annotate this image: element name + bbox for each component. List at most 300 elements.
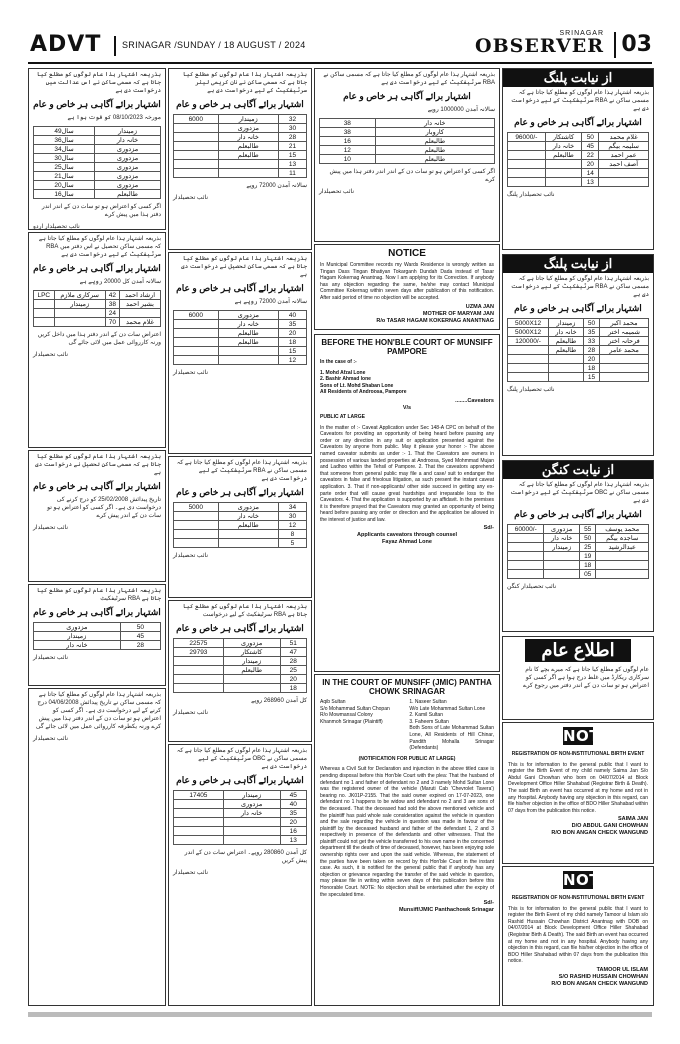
- notice-body: This is for information to the general public that I want to register the Birth Event of my child namely Tamoor ul Islam s/o Rashid Hussain Chowhan District Anantnag with DOB on 04/07/2014 at Block Development Office Hiller Shahabad (Registrar Birth & Death). The said Birth an event has occurred at my home and not in any hospital. Anybody having any objection in this regard, can file his/her objection in the office of BDO Hiller Shahabad within 07 days from the publication this notice.: [508, 905, 648, 965]
- table-cell: خانہ دار: [218, 320, 278, 329]
- table-row: [174, 320, 307, 329]
- notice-sign: S/O RASHID HUSSAIN CHOWHAN: [558, 973, 648, 980]
- plaintiff: Aqib Sultan S/o Mohammad Sultan Chopan R/o Mowmansal Colony Khanmoh Srinagar (Plaintiff): [320, 699, 390, 725]
- ad-banner: از نیابت پلنگ: [503, 255, 653, 273]
- table-cell: [600, 364, 649, 373]
- table-cell: 25: [579, 543, 595, 552]
- table-cell: 20: [278, 329, 306, 338]
- table-cell: 28: [278, 133, 306, 142]
- ad-sign: نائب تحصیلدار: [173, 870, 208, 876]
- table-row: [508, 133, 649, 142]
- table-cell: [218, 347, 278, 356]
- table-cell: [544, 552, 579, 561]
- heirs-table: [33, 126, 161, 199]
- table-cell: 22: [582, 151, 599, 160]
- table-cell: مزدوری: [544, 525, 579, 534]
- table-cell: طالبعلم: [218, 151, 278, 160]
- table-row: [320, 137, 495, 146]
- table-cell: [54, 309, 105, 318]
- brand-city: SRINAGAR: [559, 30, 604, 37]
- heirs-table: [507, 132, 649, 187]
- role: PUBLIC AT LARGE: [320, 413, 365, 420]
- table-cell: [174, 512, 219, 521]
- notice-sign: UZMA JAN: [465, 303, 494, 310]
- table-cell: [119, 309, 160, 318]
- table-row: [174, 791, 307, 800]
- court-sign: Sd/-: [483, 900, 494, 907]
- table-cell: 36سال: [34, 136, 95, 145]
- table-cell: 60000/-: [508, 525, 544, 534]
- table-cell: بشیر احمد: [119, 300, 160, 309]
- table-row: [34, 127, 161, 136]
- table-cell: 38: [105, 300, 119, 309]
- table-cell: [508, 151, 546, 160]
- table-cell: [34, 318, 55, 327]
- table-cell: 51: [280, 639, 306, 648]
- table-row: [174, 347, 307, 356]
- table-row: [174, 356, 307, 365]
- table-row: [174, 115, 307, 124]
- table-cell: [508, 355, 549, 364]
- table-row: [34, 172, 161, 181]
- ad-amount: 20000: [104, 279, 121, 285]
- table-cell: عمر احمد: [599, 151, 649, 160]
- table-cell: 22575: [174, 639, 224, 648]
- table-cell: 16سال: [34, 190, 95, 199]
- table-cell: 28: [120, 641, 160, 650]
- table-cell: کاشتکار: [545, 133, 582, 142]
- ad-amount: 268960: [263, 698, 284, 704]
- table-cell: [174, 827, 224, 836]
- table-cell: [508, 534, 544, 543]
- table-cell: 10: [320, 155, 376, 164]
- table-cell: 18: [583, 364, 599, 373]
- table-row: [174, 675, 307, 684]
- table-cell: [174, 539, 219, 548]
- heirs-table: [507, 318, 649, 382]
- table-row: [508, 337, 649, 346]
- heirs-table: [33, 622, 161, 650]
- table-cell: 120000/-: [508, 337, 549, 346]
- ad-text: عام لوگوں کو مطلع کیا جاتا ہے کہ میرے بچے کا نام سرکاری ریکارڈ میں غلط درج ہوا ہے اگر کسی کو اعتراض ہو تو سات دن کے اندر دفتر میں رجوع کرے: [523, 667, 649, 689]
- table-cell: [34, 309, 55, 318]
- table-row: [508, 552, 649, 561]
- table-cell: 96000/-: [508, 133, 546, 142]
- ad-text: بذریعہ اشتہار ہذا عام لوگوں کو مطلع کیا جاتا ہے کہ مسمی ساکن نے نان کریمی لیئر سرٹیفکیٹ کے لیے درخواست دی ہے: [182, 72, 307, 94]
- table-cell: [174, 347, 219, 356]
- table-row: [174, 133, 307, 142]
- table-cell: 20: [583, 355, 599, 364]
- table-row: [508, 525, 649, 534]
- ad-sign: نائب تحصیلدار: [319, 189, 354, 195]
- table-row: [34, 190, 161, 199]
- table-cell: 5000X12: [508, 319, 549, 328]
- notice-sign: R/O BON ANGAN CHECK WANGUND: [551, 830, 648, 837]
- table-cell: [174, 320, 219, 329]
- notice-body: This is for information to the general public that I want to register the Birth Event of my child namely Saima Jan S/o Abdul Gani Chowhan who born on 04/07/2014 at Block Development Office Hiller Shahabad (Registrar Birth & Death). The said Birth an event has occurred at my home and not in any Hospital. Anybody having any objection in this regard, can file his/her objection in the office of BDO Hiller Shahabad within 07 days from the publication this notice.: [508, 761, 648, 814]
- table-cell: غلام محمد: [599, 133, 649, 142]
- ad-text: سالانہ آمدن 72000 روپے: [246, 183, 307, 189]
- table-cell: [54, 318, 105, 327]
- parties: [315, 697, 499, 754]
- heirs-table: [173, 790, 307, 845]
- table-cell: طالبعلم: [223, 666, 280, 675]
- table-cell: [508, 552, 544, 561]
- table-row: [174, 666, 307, 675]
- table-row: [320, 146, 495, 155]
- ad-amount: 72000: [259, 299, 276, 305]
- urdu-ad-c1-2: [28, 232, 166, 448]
- table-cell: 5000: [174, 503, 219, 512]
- table-cell: 42: [105, 291, 119, 300]
- notice-sign: MOTHER OF MARYAM JAN: [422, 310, 494, 317]
- ad-title: اشتہار برائے آگاہی ہر خاص و عام: [176, 283, 304, 293]
- urdu-ad-c2-3: [168, 456, 312, 598]
- table-cell: [508, 570, 544, 579]
- ad-text: تاریخ پیدائش 25/02/2008 کو درج کرنے کی درخواست دی ہے۔ اگر کسی کو اعتراض ہو تو سات دن کے اندر پیش کرے: [47, 497, 161, 519]
- table-cell: [544, 570, 579, 579]
- ad-sign: نائب تحصیلدار: [33, 736, 68, 742]
- table-row: [34, 623, 161, 632]
- table-cell: طالبعلم: [549, 346, 584, 355]
- table-cell: خانہ دار: [545, 142, 582, 151]
- table-cell: [508, 169, 546, 178]
- ad-text: اگر کسی کو اعتراض ہو تو سات دن کے اندر اندر دفتر ہذا میں پیش کرے: [41, 204, 161, 218]
- table-cell: 16: [320, 137, 376, 146]
- table-cell: [596, 552, 649, 561]
- table-cell: [549, 355, 584, 364]
- table-cell: 11: [278, 169, 306, 178]
- table-cell: غلام محمد: [119, 318, 160, 327]
- table-cell: [174, 160, 219, 169]
- urdu-ad-c1-5: [28, 688, 166, 1006]
- table-cell: کاشتکار: [223, 648, 280, 657]
- table-cell: [596, 561, 649, 570]
- table-cell: مزدوری: [218, 311, 278, 320]
- table-row: [174, 657, 307, 666]
- notice-title: NOTICE: [563, 727, 629, 745]
- table-cell: 45: [280, 791, 306, 800]
- heirs-table: [319, 118, 495, 164]
- table-cell: [218, 160, 278, 169]
- ad-banner: از نیابت کنگن: [503, 461, 653, 479]
- table-cell: [174, 356, 219, 365]
- header-divider: [114, 36, 116, 56]
- table-cell: طالبعلم: [218, 521, 278, 530]
- table-cell: [508, 142, 546, 151]
- table-row: [508, 561, 649, 570]
- table-cell: 20: [280, 818, 306, 827]
- table-cell: محمد اکبر: [600, 319, 649, 328]
- defendants: 1. Naseer Sultan W/o Late Mohammad Sultan Lone 2. Kamil Sultan 3. Faheem Sultan Both Sons of Late Mohammad Sultan Lone, All Residents of Hill Chinar, Pandith Mohalla Srinagar (Defendants): [409, 699, 494, 752]
- heirs-table: [173, 502, 307, 548]
- table-cell: 32: [278, 115, 306, 124]
- court-sign: Fayaz Ahmad Lone: [382, 539, 432, 546]
- urdu-ad-c2-5: [168, 744, 312, 1006]
- table-cell: [223, 827, 280, 836]
- table-cell: زمیندار: [223, 791, 280, 800]
- notice-birth-2: [502, 866, 654, 1006]
- table-cell: [508, 373, 549, 382]
- section-label: ADVT: [30, 32, 102, 57]
- table-row: [34, 309, 161, 318]
- table-row: [174, 512, 307, 521]
- table-cell: زمیندار: [95, 127, 161, 136]
- ad-title: اشتہار برائے آگاہی ہر خاص و عام: [514, 303, 642, 313]
- table-cell: 70: [105, 318, 119, 327]
- court-pantha-chowk: [314, 674, 500, 1006]
- table-cell: 13: [582, 178, 599, 187]
- table-cell: طالبعلم: [218, 338, 278, 347]
- ad-sign: نائب تحصیلدار: [33, 655, 68, 661]
- table-cell: [174, 521, 219, 530]
- table-cell: 19: [579, 552, 595, 561]
- table-cell: 40: [280, 800, 306, 809]
- table-cell: خانہ دار: [223, 809, 280, 818]
- table-cell: 45: [120, 632, 160, 641]
- table-cell: زمیندار: [223, 657, 280, 666]
- table-row: [508, 373, 649, 382]
- footer-stripe: [28, 1012, 652, 1017]
- ad-text: سالانہ آمدن 1000000 روپے: [427, 107, 495, 113]
- table-cell: [508, 543, 544, 552]
- table-row: [174, 639, 307, 648]
- heirs-table: [173, 310, 307, 365]
- table-row: [320, 119, 495, 128]
- ad-text: بذریعہ اشتہار ہذا عام لوگوں کو مطلع کیا جاتا ہے کہ مسمی ساکن نے OBC سرٹیفکیٹ کے لیے درخواست دی ہے: [176, 748, 307, 770]
- table-cell: سلیمہ بیگم: [599, 142, 649, 151]
- table-cell: 25: [280, 666, 306, 675]
- ad-text: بذریعہ اشتہار ہذا عام لوگوں کو مطلع کیا جاتا ہے کہ مسمی ساکن نے اس عدالت میں درخواست دی ہے: [36, 72, 161, 94]
- ad-text: بذریعہ اشتہار ہذا عام لوگوں کو مطلع کیا جاتا ہے کہ مسمی ساکن تحصیل نے اس دفتر میں RBA سرٹیفکیٹ کے لیے درخواست دی ہے: [38, 236, 161, 258]
- table-row: [34, 291, 161, 300]
- dateline: SRINAGAR /SUNDAY / 18 AUGUST / 2024: [122, 40, 306, 50]
- table-cell: خانہ دار: [95, 136, 161, 145]
- table-row: [174, 151, 307, 160]
- court-sign: Applicants caveators through counsel: [357, 532, 457, 539]
- table-cell: 34سال: [34, 145, 95, 154]
- ad-text: بذریعہ اشتہار ہذا عام لوگوں کو مطلع کیا جاتا ہے کہ مسمی ساکن نے RBA سرٹیفکیٹ کے لیے درخواست دی ہے: [511, 276, 649, 298]
- ad-sign: نائب تحصیلدار: [33, 525, 68, 531]
- table-cell: 16: [280, 827, 306, 836]
- table-cell: 40: [278, 311, 306, 320]
- table-row: [174, 836, 307, 845]
- court-body: In the matter of :- Caveat Application under Sec 148-A CPC on behalf of the Caveators for providing an opportunity of being heard before passing any order or any direction in any suit or application presented against the Caveators by anyone from public. May it please your honor :- The above named caveator submits as under :- 1. That the Caveators are owners in possession of various landed properties at Androosa, Syed Mohmmad Mujan and Ladhoo within the Tehsil of Pampore. 2. That the caveators apprehend that someone from general public may file a and case/ suit to endanger the caveators in false and frivolous litigation, as such present the instant caveat application. 3. That if non-applicants/ other side succeed in getting any ex-parte order that will cause great hardships and irreparable loss to the Caveators. 4. That the application is supported by an affidavit. In the premises it is therefore prayed that the Caveators may granted an opportunity of being heard before passing any order or direction and the application be allowed in the interest of justice and law.: [320, 424, 494, 523]
- table-cell: 12: [278, 356, 306, 365]
- ad-title: اشتہار برائے آگاہی ہر خاص و عام: [176, 623, 304, 633]
- ad-text: بذریعہ اشتہار ہذا عام لوگوں کو مطلع کیا جاتا ہے کہ مسمی ساکن نے تاریخ پیدائش 04/06/2008 درج کرنے کے لیے درخواست دی ہے۔ اگر کسی کو اعتراض ہو تو سات دن کے اندر دفتر ہذا میں پیش کرے ورنہ یکطرفہ کارروائی عمل میں لائی جائے گی: [35, 692, 161, 730]
- table-row: [508, 570, 649, 579]
- table-cell: 28: [583, 346, 599, 355]
- table-cell: [174, 657, 224, 666]
- table-cell: مزدوری: [34, 623, 121, 632]
- table-cell: 50: [120, 623, 160, 632]
- table-cell: مزدوری: [218, 503, 278, 512]
- ad-text: بذریعہ اشتہار ہذا عام لوگوں کو مطلع کیا جاتا ہے RBA سرٹیفکیٹ کے لیے درخواست: [182, 604, 307, 618]
- ad-text: بذریعہ اشتہار ہذا عام لوگوں کو مطلع کیا جاتا ہے کہ مسمی ساکن نے RBA سرٹیفکیٹ کے لیے درخواست دی ہے: [511, 90, 649, 112]
- urdu-ad-c1-3: [28, 450, 166, 582]
- table-cell: 21: [278, 142, 306, 151]
- table-cell: خانہ دار: [34, 641, 121, 650]
- table-row: [508, 178, 649, 187]
- table-cell: طالبعلم: [545, 151, 582, 160]
- kangan-ad: [502, 460, 654, 632]
- ad-text: کل آمدن 280860 روپے۔ اعتراض سات دن کے اندر پیش کریں: [184, 850, 307, 864]
- table-cell: [174, 151, 219, 160]
- table-cell: 15: [278, 151, 306, 160]
- table-cell: [174, 169, 219, 178]
- versus: V/s: [402, 404, 412, 411]
- ad-date: 04/06/2008: [48, 700, 79, 706]
- table-cell: [223, 836, 280, 845]
- table-row: [508, 346, 649, 355]
- table-cell: [599, 169, 649, 178]
- table-cell: [508, 561, 544, 570]
- table-row: [34, 163, 161, 172]
- table-cell: [218, 356, 278, 365]
- ad-text: سالانہ آمدن کل 20000 روپے ہے: [79, 279, 161, 285]
- table-cell: 25سال: [34, 163, 95, 172]
- table-cell: [218, 539, 278, 548]
- notice-body: In Municipal Committee records my Wards Residence is wrongly written as Tingan Dass Tingan Bhatiyan Tokarganh Dundah Dada instead of Tasar Hagam Kokernag Anantnag. Now I am applying for its Correction. If anybody has any objection regarding the same, he/she may contact Municipal Committee Kokernag within seven days after publication of this notification. After said period of time no objection will be accepted.: [320, 262, 494, 301]
- notice-sign: D/O ABDUL GANI CHOWHAN: [571, 823, 648, 830]
- ad-sign: نائب تحصیلدار: [173, 195, 208, 201]
- case-label: In the case of :-: [320, 359, 357, 365]
- table-row: [34, 632, 161, 641]
- table-row: [508, 142, 649, 151]
- table-row: [34, 641, 161, 650]
- table-cell: خانہ دار: [218, 512, 278, 521]
- table-cell: [545, 160, 582, 169]
- table-cell: [174, 818, 224, 827]
- ad-text: اگر کسی کو اعتراض ہو تو سات دن کے اندر اندر دفتر ہذا میں پیش کرے: [329, 169, 495, 183]
- table-cell: مزدوری: [95, 172, 161, 181]
- table-cell: [34, 300, 55, 309]
- brand: [475, 30, 604, 55]
- table-cell: [223, 684, 280, 693]
- table-cell: فرحانہ اختر: [600, 337, 649, 346]
- table-cell: طالبعلم: [218, 329, 278, 338]
- ad-title: اشتہار برائے آگاہی ہر خاص و عام: [33, 99, 161, 109]
- table-cell: طالبعلم: [549, 337, 584, 346]
- table-cell: 8: [278, 530, 306, 539]
- table-row: [174, 818, 307, 827]
- table-cell: خانہ دار: [218, 133, 278, 142]
- table-cell: [599, 178, 649, 187]
- notice-subtitle: REGISTRATION OF NON-INSTITUTIONAL BIRTH EVENT: [511, 751, 645, 757]
- table-cell: زمیندار: [544, 543, 579, 552]
- heirs-table: [33, 290, 161, 327]
- table-cell: [174, 124, 219, 133]
- notice-title: NOTICE: [563, 871, 629, 889]
- table-cell: [600, 355, 649, 364]
- table-cell: 55: [579, 525, 595, 534]
- table-row: [174, 124, 307, 133]
- table-cell: 24: [105, 309, 119, 318]
- table-cell: 20: [280, 675, 306, 684]
- table-cell: خانہ دار: [375, 119, 494, 128]
- table-cell: 50: [582, 133, 599, 142]
- table-cell: طالبعلم: [218, 142, 278, 151]
- court-title: IN THE COURT OF MUNSIFF (JMIC) PANTHA CHOWK SRINAGAR: [322, 678, 492, 696]
- ad-text: بذریعہ اشتہار ہذا عام لوگوں کو مطلع کیا جاتا ہے کہ مسمی ساکن نے RBA سرٹیفکیٹ کے لیے درخواست دی ہے: [176, 460, 307, 482]
- table-cell: [174, 142, 219, 151]
- table-cell: مزدوری: [95, 181, 161, 190]
- table-cell: 18: [278, 338, 306, 347]
- ad-sign: نائب تحصیلدار: [33, 352, 68, 358]
- table-cell: مزدوری: [95, 163, 161, 172]
- table-row: [508, 328, 649, 337]
- ad-sign: نائب تحصیلدار اردو: [33, 224, 80, 230]
- table-cell: زمیندار: [54, 300, 105, 309]
- heirs-table: [507, 524, 649, 579]
- table-cell: 29793: [174, 648, 224, 657]
- table-cell: 38: [320, 119, 376, 128]
- table-cell: 35: [583, 328, 599, 337]
- table-cell: [174, 809, 224, 818]
- urdu-ad-c3-1: [314, 68, 500, 242]
- table-cell: زمیندار: [549, 319, 584, 328]
- ad-text: بذریعہ اشتہار ہذا عام لوگوں کو مطلع کیا جاتا ہے کہ مسمی ساکن نے RBA سرٹیفکیٹ کے لیے درخواست دی ہے: [323, 72, 495, 86]
- table-cell: 18: [280, 684, 306, 693]
- ad-sign: نائب تحصیلدار: [173, 710, 208, 716]
- table-cell: [218, 169, 278, 178]
- ad-title: اشتہار برائے آگاہی ہر خاص و عام: [343, 91, 471, 101]
- table-cell: 47: [280, 648, 306, 657]
- table-cell: [174, 666, 224, 675]
- table-cell: [508, 160, 546, 169]
- table-cell: [596, 570, 649, 579]
- table-cell: [508, 346, 549, 355]
- table-cell: شمیمہ اختر: [600, 328, 649, 337]
- page-number: 03: [621, 32, 652, 57]
- table-row: [174, 827, 307, 836]
- table-row: [34, 318, 161, 327]
- notice-sign: R/o TASAR HAGAM KOKERNAG ANANTNAG: [376, 317, 494, 324]
- table-cell: زمیندار: [34, 632, 121, 641]
- table-cell: [174, 530, 219, 539]
- table-cell: 20: [582, 160, 599, 169]
- table-cell: طالبعلم: [375, 146, 494, 155]
- table-row: [174, 539, 307, 548]
- table-cell: طالبعلم: [375, 137, 494, 146]
- notice-birth-1: [502, 722, 654, 864]
- court-body: Whereas a Civil Suit for Declaration and injunction in the above titled case is pending disposal before this Hon'ble Court with the plea: That the husband of defendant no 1 and father of defendant no 2 and 3 namely Mohd Sultan Lone was the registered owner of the vehicle (Maruti Cab 'Chevrolet Tavera') bearing no. JK01P-2155. That the said owner expired on 17-07-2023, one defendant no 1 happens to be widow and defendant no 2 and 3 are sons of the deceased. That the deceased had sold the above mentioned vehicle and the plaintiff has paid whole sale consideration against the vehicle in question and the sale regarding the vehicle in question was made in favour of the plaintiff by the deceased husband and father of the defendant 1, 2 and 3 respectively in presence of the defendants and other witnesses. That the plaintiff could not get the vehicle transferred to his own name in the concerned department till the death of time of deceased, however, has been enjoying sole ownership rights over and upon the said vehicle. Whereas, the statement of the parties have been taken on record by this Hon'ble Court in the instant case. As such, it is notified for the general public that if anybody has any objection or grievance regarding the transfer of the said vehicle in question, may please file in writing within seven days of this publication before this Honorable Court. NOTE: No objection shall be entertained after the expiry of the speculated time.: [320, 766, 495, 898]
- table-cell: ارشاد احمد: [119, 291, 160, 300]
- table-cell: ساجدہ بیگم: [596, 534, 649, 543]
- table-cell: 30: [278, 124, 306, 133]
- urdu-ad-c2-4: [168, 600, 312, 742]
- table-cell: محمد عامر: [600, 346, 649, 355]
- palang-ad-1: [502, 68, 654, 250]
- ad-title: اشتہار برائے آگاہی ہر خاص و عام: [176, 487, 304, 497]
- table-cell: [508, 364, 549, 373]
- table-cell: 30: [278, 512, 306, 521]
- table-cell: خانہ دار: [549, 328, 584, 337]
- ad-title: اشتہار برائے آگاہی ہر خاص و عام: [33, 481, 161, 491]
- table-row: [174, 329, 307, 338]
- table-cell: [218, 530, 278, 539]
- ad-title: اشتہار برائے آگاہی ہر خاص و عام: [514, 117, 642, 127]
- table-cell: مزدوری: [223, 800, 280, 809]
- notice-sign: TAMOOR UL ISLAM: [596, 966, 648, 973]
- ad-text: سالانہ آمدن 72000 روپے ہے: [234, 299, 307, 305]
- ad-sign: نائب تحصیلدار پلنگ: [507, 192, 555, 198]
- ad-title: اشتہار برائے آگاہی ہر خاص و عام: [33, 263, 161, 273]
- table-cell: عبدالرشید: [596, 543, 649, 552]
- ad-text: بذریعہ اشتہار ہذا عام لوگوں کو مطلع کیا جاتا ہے کہ مسمی ساکن تحصیل نے درخواست دی ہے: [181, 256, 307, 278]
- table-row: [34, 300, 161, 309]
